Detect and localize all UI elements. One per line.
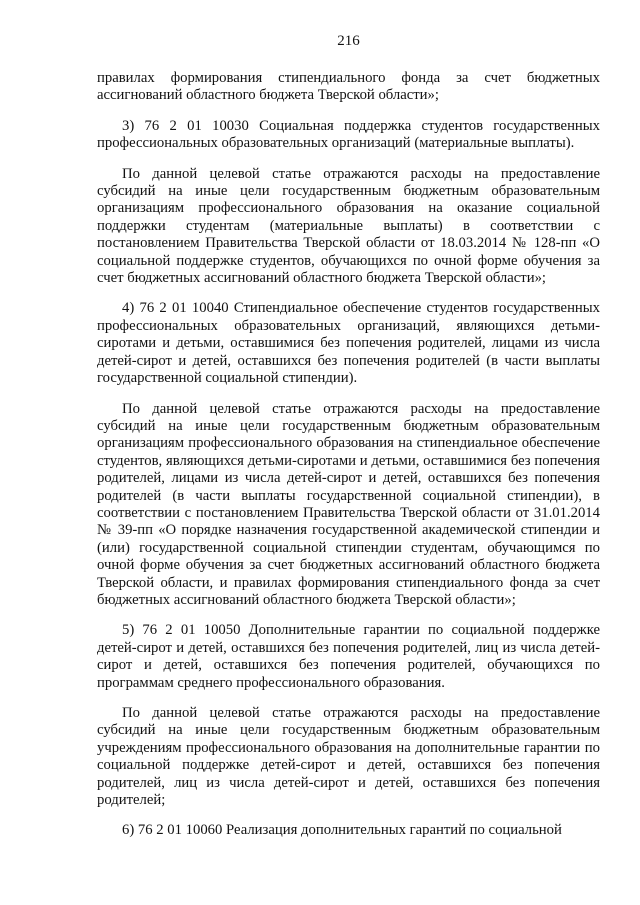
paragraph-item-5-heading: 5) 76 2 01 10050 Дополнительные гарантии по социальной поддержке детей-сирот и детей, оставшихся без попечения родителей, лиц из числа детей-сирот и детей, оставшихся без попечения родителей, обучающихся по программам среднего профессионального образования. [97, 622, 600, 691]
paragraph-item-6-heading: 6) 76 2 01 10060 Реализация дополнительных гарантий по социальной [122, 822, 562, 839]
paragraph-item-3-description: По данной целевой статье отражаются расходы на предоставление субсидий на иные цели государственным бюджетным образовательным организациям профессионального образования на оказание социальной поддержки студентам (материальные выплаты) в соответствии с постановлением Правительства Тверской области от 18.03.2014 № 128-пп «О социальной поддержке студентов, обучающихся по очной форме обучения за счет бюджетных ассигнований областного бюджета Тверской области»; [97, 165, 600, 287]
paragraph-item-5-description: По данной целевой статье отражаются расходы на предоставление субсидий на иные цели государственным бюджетным образовательным учреждениям профессионального образования на дополнительные гарантии по социальной поддержке детей-сирот и детей, оставшихся без попечения родителей, лиц из числа детей-сирот и детей, оставшихся без попечения родителей; [97, 705, 600, 809]
paragraph-continuation: правилах формирования стипендиального фонда за счет бюджетных ассигнований областного бюджета Тверской области»; [97, 70, 600, 104]
paragraph-item-4-heading: 4) 76 2 01 10040 Стипендиальное обеспечение студентов государственных профессиональных образовательных организаций, являющихся детьми-сиротами и детьми, оставшимися без попечения родителей, лицами из числа детей-сирот и детей, оставшихся без попечения родителей (в части выплаты государственной социальной стипендии). [97, 300, 600, 387]
page-number: 216 [337, 33, 360, 49]
paragraph-item-4-description: По данной целевой статье отражаются расходы на предоставление субсидий на иные цели государственным бюджетным образовательным организациям профессионального образования на стипендиальное обеспечение студентов, являющихся детьми-сиротами и детьми, оставшимися без попечения родителей, лицами из числа детей-сирот и детей, оставшихся без попечения родителей (в части выплаты государственной социальной стипендии), в соответствии с постановлением Правительства Тверской области от 31.01.2014 № 39-пп «О порядке назначения государственной академической стипендии и (или) государственной социальной стипендии студентам, обучающимся по очной форме обучения за счет бюджетных ассигнований областного бюджета Тверской области, и правилах формирования стипендиального фонда за счет бюджетных ассигнований областного бюджета Тверской области»; [97, 400, 600, 608]
paragraph-item-3-heading: 3) 76 2 01 10030 Социальная поддержка студентов государственных профессиональных образовательных организаций (материальные выплаты). [97, 117, 600, 152]
